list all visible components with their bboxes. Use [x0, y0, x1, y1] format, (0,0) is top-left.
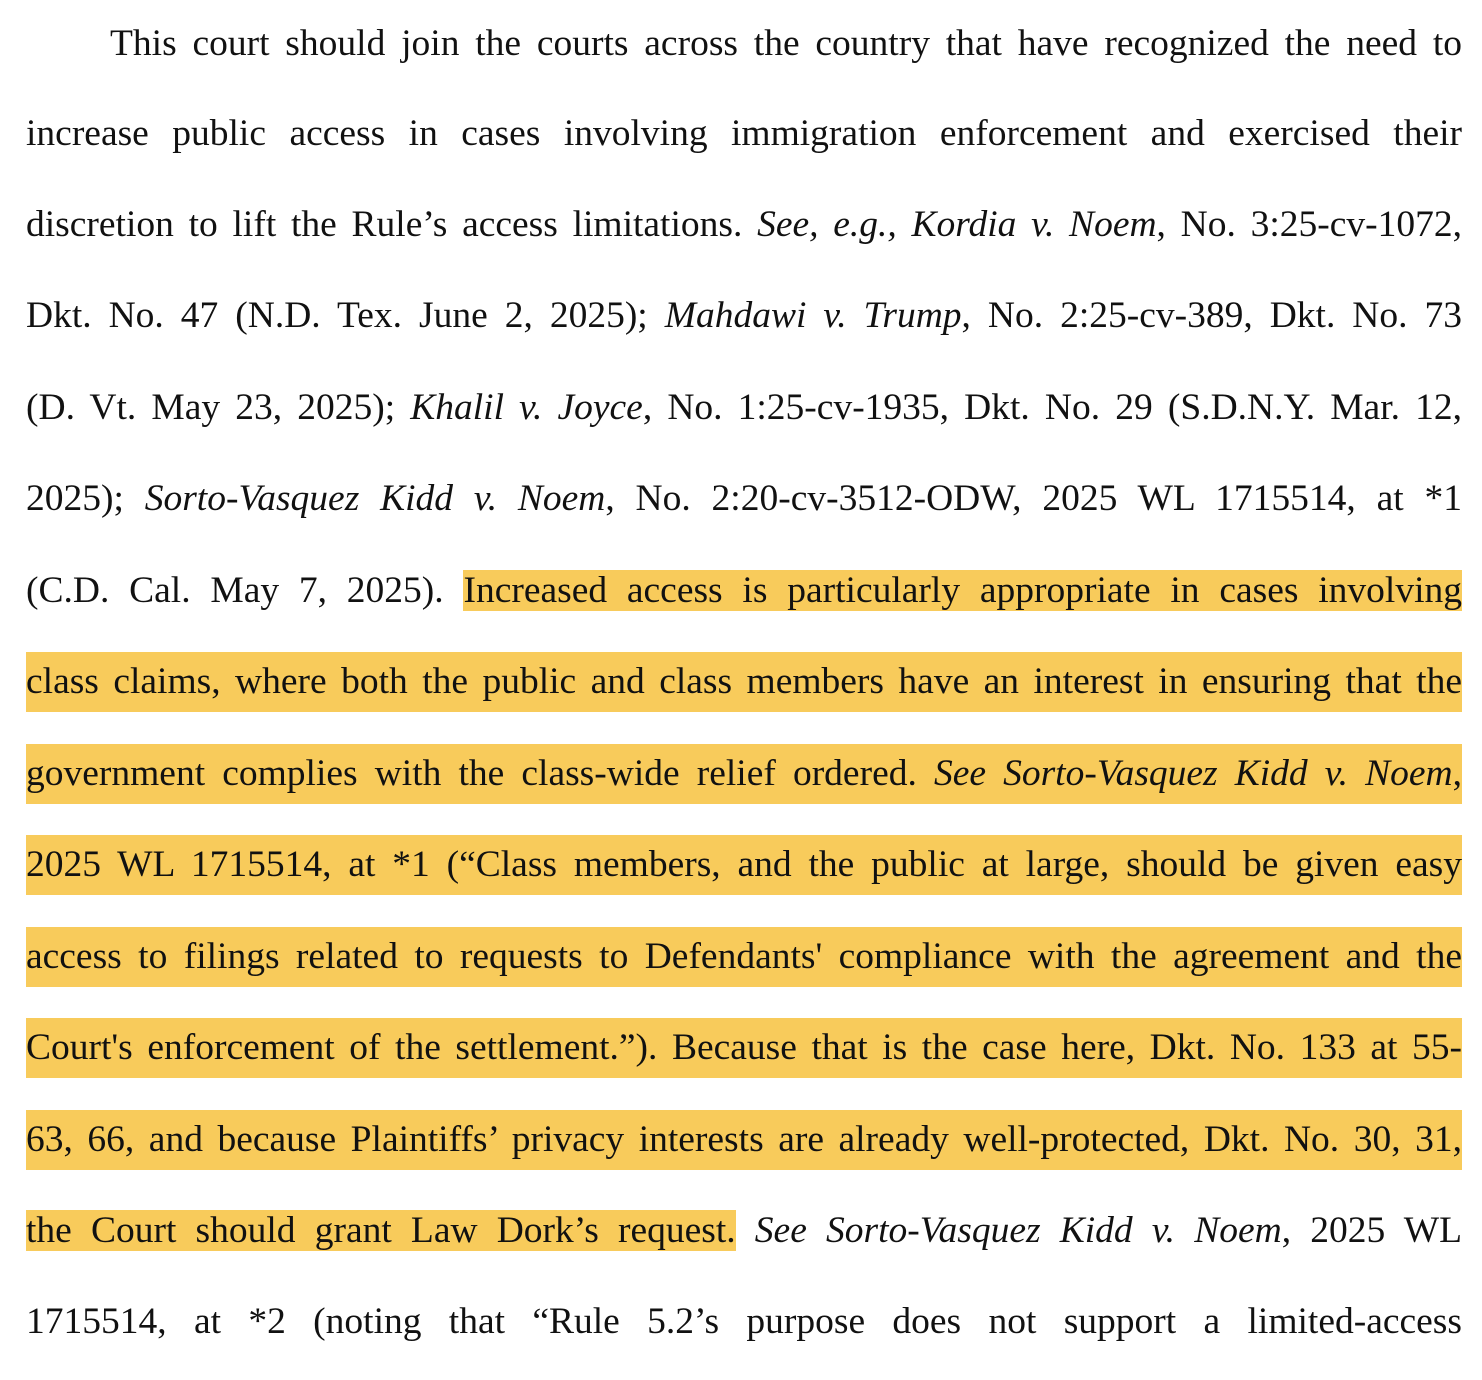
document-line: [26, 1201, 1462, 1261]
text-run: increase public access in cases involving immigration enforcement and exercised their: [26, 113, 1462, 154]
text-run: , No. 2:20-cv-3512-ODW, 2025 WL 1715514, at *1: [605, 478, 1462, 519]
document-line: [26, 652, 1462, 712]
case-citation: Khalil v. Joyce: [410, 387, 643, 428]
document-line: [26, 1292, 1462, 1352]
text-run: access to filings related to requests to Defendants' compliance with the agreement and the: [26, 936, 1462, 977]
document-line: [26, 744, 1462, 804]
text-run: 2025 WL 1715514, at *1 (“Class members, and the public at large, should be given easy: [26, 844, 1462, 885]
case-citation: See Sorto-Vasquez Kidd v. Noem: [754, 1210, 1282, 1251]
document-line: [26, 104, 1462, 164]
text-run: 63, 66, and because Plaintiffs’ privacy interests are already well-protected, Dkt. No. 30, 31,: [26, 1119, 1462, 1160]
text-run: 2025);: [26, 478, 145, 519]
document-line: [110, 14, 1462, 74]
text-run: class claims, where both the public and class members have an interest in ensuring that the: [26, 661, 1462, 702]
document-line: [26, 286, 1462, 346]
text-run: [736, 1210, 755, 1251]
document-line: [26, 1018, 1462, 1078]
document-line: [26, 469, 1462, 529]
text-run: , No. 1:25-cv-1935, Dkt. No. 29 (S.D.N.Y. Mar. 12,: [642, 387, 1462, 428]
text-run: (C.D. Cal. May 7, 2025).: [26, 570, 464, 611]
document-line: [26, 378, 1462, 438]
case-citation: See Sorto-Vasquez Kidd v. Noem: [933, 753, 1453, 794]
text-run: , No. 2:25-cv-389, Dkt. No. 73: [961, 295, 1462, 336]
text-run: ,: [1452, 753, 1462, 794]
text-run: 1715514, at *2 (noting that “Rule 5.2’s purpose does not support a limited-access: [26, 1301, 1462, 1342]
text-run: discretion to lift the Rule’s access limitations.: [26, 204, 758, 245]
text-run: , 2025 WL: [1281, 1210, 1463, 1251]
case-citation: Mahdawi v. Trump: [664, 295, 962, 336]
document-line: [26, 195, 1462, 255]
text-run: government complies with the class-wide relief ordered.: [26, 753, 934, 794]
document-line: [26, 835, 1462, 895]
case-citation: See, e.g., Kordia v. Noem: [757, 204, 1157, 245]
text-run: , No. 3:25-cv-1072,: [1156, 204, 1462, 245]
text-run: the Court should grant Law Dork’s request.: [26, 1210, 736, 1251]
document-line: [26, 927, 1462, 987]
text-run: This court should join the courts across the country that have recognized the need to: [110, 23, 1462, 64]
document-line: [26, 1110, 1462, 1170]
text-run: (D. Vt. May 23, 2025);: [26, 387, 411, 428]
case-citation: Sorto-Vasquez Kidd v. Noem: [144, 478, 606, 519]
text-run: Dkt. No. 47 (N.D. Tex. June 2, 2025);: [26, 295, 665, 336]
text-run: Court's enforcement of the settlement.”). Because that is the case here, Dkt. No. 133 at 55-: [26, 1027, 1462, 1068]
document-line: [26, 561, 1462, 621]
text-run: Increased access is particularly appropriate in cases involving: [463, 570, 1463, 611]
